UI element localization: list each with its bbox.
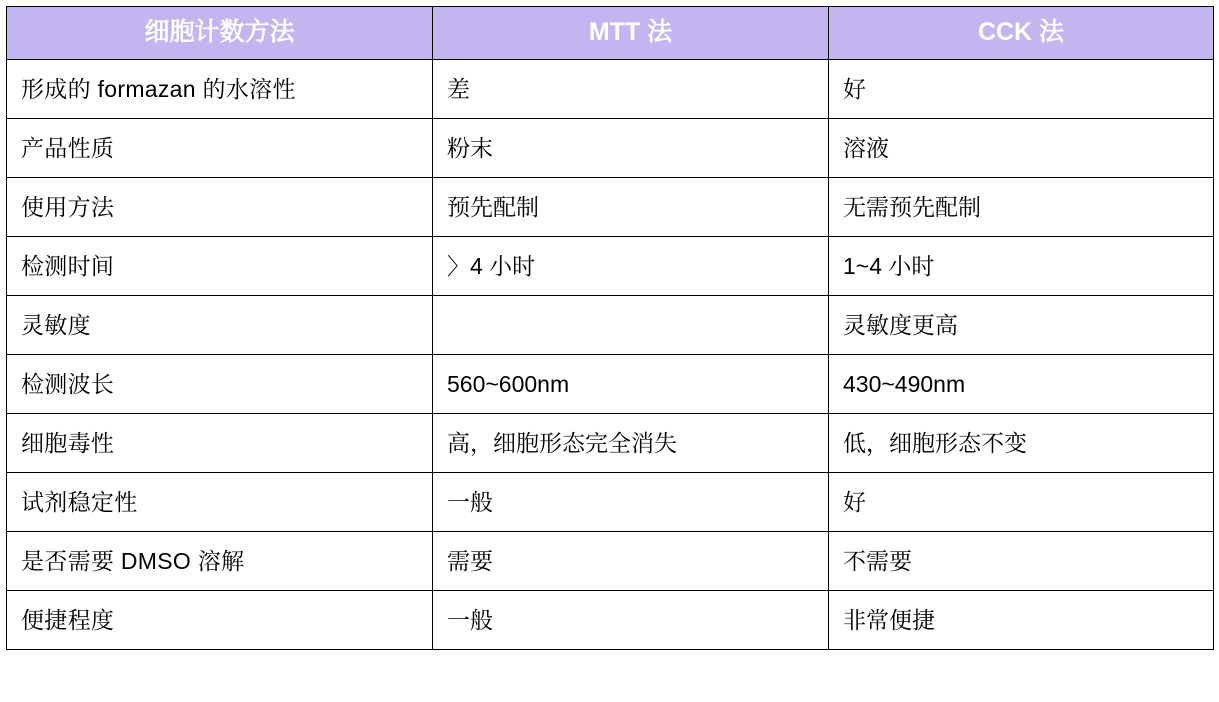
row-label: 形成的 formazan 的水溶性 (7, 60, 433, 119)
cell-cck: 灵敏度更高 (829, 296, 1214, 355)
cell-cck: 好 (829, 473, 1214, 532)
table-row (7, 119, 1214, 178)
cell-mtt: 一般 (433, 591, 829, 650)
column-header-cck: CCK 法 (829, 7, 1214, 60)
table-row (7, 60, 1214, 119)
column-header-method: 细胞计数方法 (7, 7, 433, 60)
table-row (7, 414, 1214, 473)
cell-mtt: 差 (433, 60, 829, 119)
cell-cck: 无需预先配制 (829, 178, 1214, 237)
cell-mtt: 需要 (433, 532, 829, 591)
table-row (7, 296, 1214, 355)
cell-cck: 好 (829, 60, 1214, 119)
row-label: 检测时间 (7, 237, 433, 296)
row-label: 便捷程度 (7, 591, 433, 650)
row-label: 检测波长 (7, 355, 433, 414)
row-label: 细胞毒性 (7, 414, 433, 473)
table-header-row (7, 7, 1214, 60)
cell-mtt: 高，细胞形态完全消失 (433, 414, 829, 473)
cell-cck: 非常便捷 (829, 591, 1214, 650)
table-row (7, 355, 1214, 414)
table-row (7, 237, 1214, 296)
column-header-mtt: MTT 法 (433, 7, 829, 60)
cell-mtt: 560~600nm (433, 355, 829, 414)
cell-mtt (433, 296, 829, 355)
row-label: 产品性质 (7, 119, 433, 178)
cell-cck: 430~490nm (829, 355, 1214, 414)
comparison-table (6, 6, 1214, 650)
row-label: 是否需要 DMSO 溶解 (7, 532, 433, 591)
cell-cck: 不需要 (829, 532, 1214, 591)
cell-mtt: 粉末 (433, 119, 829, 178)
row-label: 使用方法 (7, 178, 433, 237)
table-header (7, 7, 1214, 60)
table-row (7, 473, 1214, 532)
cell-cck: 1~4 小时 (829, 237, 1214, 296)
table-row (7, 532, 1214, 591)
cell-mtt: 一般 (433, 473, 829, 532)
row-label: 灵敏度 (7, 296, 433, 355)
table-row (7, 178, 1214, 237)
cell-mtt: 〉4 小时 (433, 237, 829, 296)
cell-cck: 溶液 (829, 119, 1214, 178)
cell-mtt: 预先配制 (433, 178, 829, 237)
cell-cck: 低，细胞形态不变 (829, 414, 1214, 473)
table-body (7, 60, 1214, 650)
row-label: 试剂稳定性 (7, 473, 433, 532)
table-row (7, 591, 1214, 650)
